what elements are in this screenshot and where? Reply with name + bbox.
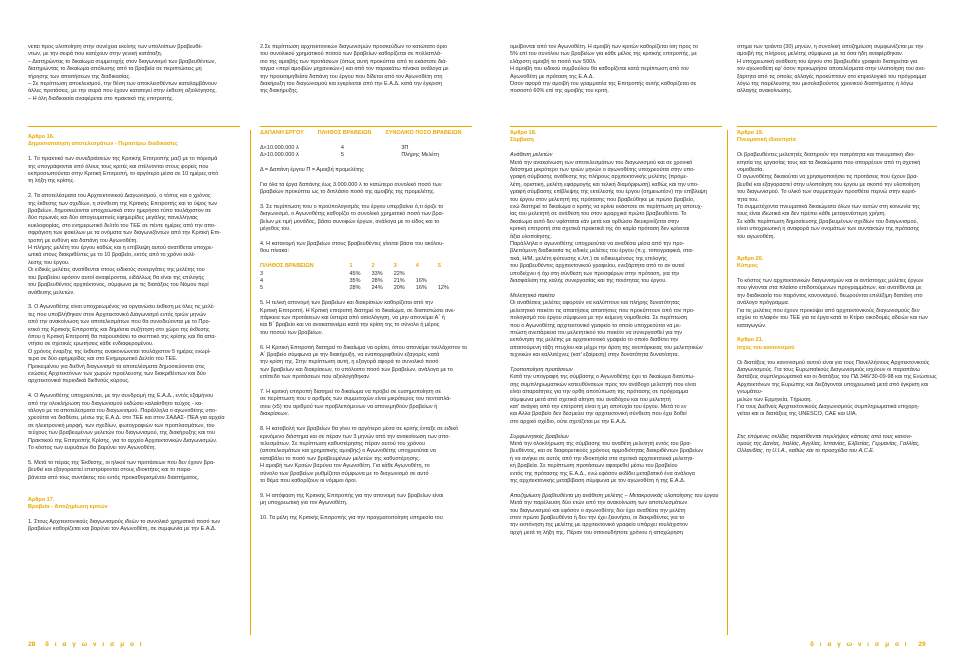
table2-cell: 28%	[371, 278, 383, 285]
text-line: κή βραβεία. Σε περίπτωση προτάσεων αφαιρεθεί μέσω του βραβείου	[510, 463, 678, 470]
text-line: τες που υποβλήθηκαν στον Αρχιτεκτονικό Διαγωνισμό εντός τριών μηνών	[28, 311, 206, 318]
table2-row	[260, 285, 460, 292]
text-line: Για τους Διεθνείς Αρχιτεκτονικούς Διαγωνισμούς συμπληρωματικά επιχορη-	[737, 403, 920, 410]
text-line: λεσης του έργου.	[28, 259, 70, 266]
text-line: 3. Ο Αγωνοθέτης είναι υποχρεωμένος να οργανώσει έκθεση με όλες τις μελέ-	[28, 304, 215, 311]
text-line: ή να ανήκει σε αυτός από την ιδιοκτησία στα σχετικά αρχιτεκτονικά μελετητι-	[510, 455, 695, 462]
text-line: και Αλλα βραβείο δεν δεσμεύει την αρχιτεκτονική σύνθεση που έχει δοθεί	[510, 411, 687, 418]
text-line: κατ' ανάγκη από την επιτροπή είναι η μη αποτυχία του έργου. Μετά το εν	[510, 403, 687, 410]
text-line: μέγεθος του.	[260, 226, 291, 233]
table2-cell: 22%	[393, 270, 405, 277]
text-line: σιο της αμοιβής των προτάσεων (όπως αυτή προκύπτει από το εκάστοτε διά-	[260, 58, 448, 65]
text-line: κτικό της Κριτικής Επιτροπής και δημόσια συζήτηση στο χώρο της έκθεσης	[28, 326, 210, 333]
text-line: της έκθεσης των σχεδίων, η σύνθεση της Κριτικής Επιτροπής και το ύψος των	[28, 200, 218, 207]
text-line: ενώσεις Αρχιτεκτόνων των χωρών προέλευσης των διακριθέντων και δύο	[28, 370, 206, 377]
footer-title-right: δ ι α γ ω ν ι σ μ ο ί	[810, 641, 909, 648]
article-16-p1	[28, 156, 240, 186]
table2-cell: 21%	[393, 278, 405, 285]
text-line: 4. Η κατανομή των βραβείων στους βραβευθέντες γίνεται βάσει του ακόλου-	[260, 241, 444, 248]
text-line: Παράλληλα ο αγωνοθέτης υποχρεούται να αναθέσει μέσα από την προ-	[510, 241, 685, 248]
text-line: στο αρχικό σχέδιο, ούτε σχετίζεται με την Ε.Α.Δ.	[510, 418, 627, 425]
text-line: βάνεται από τους συντάκτες του εντός προκαθορισμένου διαστήματος.	[28, 474, 200, 481]
text-line: δικαίωμα αυτό δεν υφίσταται εάν μετά και ορθώσει διευκρινίζεται στην	[510, 218, 679, 225]
text-line: Για τις μελέτες που έχουν προκύψει από αρχιτεκτονικούς διαγωνισμούς δεν	[737, 307, 920, 314]
text-line: διακήρυξη του διαγωνισμού και εγκρίνεται από την Ε.Α.Δ. κατά την έγκριση	[260, 81, 443, 88]
table2-header-cell: ΠΛΗΘΟΣ ΒΡΑΒΕΙΩΝ	[260, 263, 314, 270]
text-line: Α΄ βραβείο σύμφωνα με την διακήρυξη, να εναπορριφθούν εξαγορές κατά	[260, 352, 440, 359]
table2-cell: 16%	[415, 278, 427, 285]
subheading-agreements: Συμφωνητικές βραβείων	[510, 433, 569, 440]
col1-top	[28, 44, 240, 103]
text-line: σιου (x5) του αριθμού των προβλεπόμενων να απονεμηθούν βραβείων ή	[260, 403, 438, 410]
article-18-heading: Άρθρο 18.	[510, 130, 537, 136]
col2-c	[260, 241, 472, 256]
text-line: τεχνικών και καλλιτέχνες (κατ' εξαίρεση) στην δυνατότητα δυνατότητα.	[510, 352, 680, 359]
text-line: Η πλήρης μελέτη του έργου καθώς και η επιβλεψη αυτού ανατίθεται υποχρε-	[28, 245, 214, 252]
text-line: 8. Η καταβολή των βραβείων θα γίνει το αργότερο μέσα σε κριτής ένταξε σε ειδικό	[260, 426, 459, 433]
text-line: τελεσμάτων. Σε περίπτωση καθυστέρησης πέραν αυτού του χρόνου	[260, 440, 425, 447]
text-line: ξάρτητα από τις οποίες αλλαγές προκύπτουν στο κτιριολογικό του πρόγραμμα	[737, 73, 927, 80]
text-line: Στις επόμενες σελίδες παρατίθενται περιλήψεις κάποιες από τους κανονι-	[737, 433, 913, 440]
text-line: βλεπόμενη διαδικασία τις ειδικές μελέτες του έργου (π.χ. τοπογραφικά, στα-	[510, 248, 694, 255]
col2-a	[260, 182, 472, 197]
text-line: και Β΄ βραβείο και να ανακατανείμει κατά την κρίση της το σύνολο ή μέρος	[260, 322, 440, 329]
text-line: εντός της πρότασης της Ε.Α.Δ., ενώ εφόσον εκδίδει μεταβατικό ένα ανάλογα	[510, 470, 695, 477]
table1-cell: Πλήρης Μελέτη	[401, 152, 439, 159]
col2-top	[260, 44, 472, 96]
col3-top	[510, 44, 722, 96]
text-line: σμούς της Δανίας, Ιταλίας, Αγγλίας, Ισπανίας, Ελβετίας, Γερμανίας, Γαλλίας,	[737, 440, 920, 447]
text-line: το θέμα που καθορίζουν οι νόμιμοι όροι.	[260, 477, 358, 484]
text-line: αλλαγής ανακοίνωσης.	[737, 88, 793, 95]
text-line: που ο Αγωνοθέτης αρχιτεκτονικό γραφείο το οποίο υποχρεούται να με-	[510, 322, 682, 329]
text-line: απαιτούμενη τάξη πτυχίου και μέχρι την άρση της ανεπάρκειας του μελετητικών	[510, 344, 703, 351]
text-line: διασφάλιση της καλής συνεργασίας και της ποιότητας του έργου.	[510, 278, 667, 285]
text-line: κριτική επιτροπή στα σχετικά πρακτικά της ότι καμία πρόταση δεν κρίνεται	[510, 226, 690, 233]
text-line: Προκειμένου για διεθνή διαγωνισμό τα αποτελέσματα δημοσιεύονται στις	[28, 363, 205, 370]
text-line: τάλογο με τα αποτελέσματα του διαγωνισμού. Παράλληλα ο αγωνοθέτης υπο-	[28, 407, 217, 414]
col2-d	[260, 300, 472, 337]
text-line: μελών των Ερμηνεία, Τήρωση.	[737, 396, 812, 403]
col2-i	[260, 515, 472, 522]
table2-header-cell: 4	[415, 263, 419, 270]
text-line: όπου η Κριτική Επιτροπή θα παρουσιάσει το σκεπτικό της κρίσης και θα απα-	[28, 333, 217, 340]
column-separator	[727, 130, 728, 635]
text-line: βευθεί και εξαγοραστεί στην υλοποίηση του έργου με σκοπό την υλοποίηση	[737, 181, 920, 188]
text-line: τεύχους των βραβευμένων μελετών του διαγωνισμού, της διακήρυξης και του	[28, 430, 215, 437]
text-line: τητα του.	[737, 196, 759, 203]
text-line: σε περίπτωση που ο αριθμός των συμμετοχών είναι μικρότερος του πενταπλά-	[260, 396, 452, 403]
divider	[510, 126, 722, 127]
text-line: την διαδικασία του παρόντος κανονισμού, θεωρούνται επιλέξιμη δαπάνη στο	[737, 292, 923, 299]
text-line: – Η όλη διαδικασία αναφέρεται στο πρακτικό της επιτροπής.	[28, 95, 174, 102]
text-line: ανάλογο πρόγραμμα.	[737, 300, 790, 307]
text-line: Ο χρόνος έναρξης της έκθεσης ανακοινώνεται τουλάχιστον 5 ημέρες ενωρί-	[28, 348, 211, 355]
column-1-article16	[28, 134, 240, 534]
text-line: Ολλανδίας, τη U.I.A., καθώς και το προσχέδιο του A.C.E.	[737, 448, 875, 455]
text-line: 5% επί του συνόλου των βραβείων για κάθε μέλος της κριτικής επιτροπής, με	[510, 51, 698, 58]
table1-header	[260, 130, 472, 137]
footer-title-left: δ ι α γ ω ν ι σ μ ο ί	[45, 641, 144, 648]
divider	[28, 126, 240, 127]
text-line: θου πίνακα:	[260, 248, 289, 255]
table2-cell: 3	[260, 270, 264, 277]
col2-b	[260, 204, 472, 234]
text-line: ποσοστό 60% επί της αμοιβής του κριτή.	[510, 88, 609, 95]
text-line: Ο αγωνοθέτης δικαιούται να χρησιμοποιήσει τις προτάσεις που έχουν βρα-	[737, 174, 919, 181]
text-line: αμοιβή της πλήρους μελέτης σύμφωνα με τα όσα ήδη αναφέρθηκαν.	[737, 51, 904, 58]
text-line: βευθέντος, και σε διαφορετικούς χρόνους αρμοδιότητας διακριθέντων βραβείων	[510, 448, 704, 455]
text-line: ομείβονται από τον Αγωνοθέτη. Η αμοιβή των κριτών καθορίζεται ίση προς το	[510, 44, 698, 50]
text-line: καταβάλει το ποσό των βραβευμένων μελετών της καθυστέρησης.	[260, 455, 421, 462]
text-line: την εκπόνηση της μελέτης με αρχιτεκτονικό γραφείο υπάρχει τουλάχιστον	[510, 522, 688, 529]
text-line: ωτικά στους διακριθέντες με το 10 βραβείο, εκτός από το χρόνο εκλέ-	[28, 252, 196, 259]
table1-row	[260, 145, 472, 152]
column-3	[510, 44, 722, 96]
text-line: 5. Η τελική απονομή των βραβείων και διακρίσεων καθορίζεται από την	[260, 300, 433, 307]
subheading-assignment: Ανάθεση μελετών	[510, 152, 553, 159]
table1-cell: Δ<10.000.000 λ	[260, 144, 299, 151]
page-number-left: 28	[28, 641, 36, 648]
column-separator	[250, 130, 251, 635]
text-line: διατηρώντας το δικαίωμα απόλυσης από τα βραβεία σε περιπτώσεις μη	[28, 66, 202, 73]
text-line: 7. Η κριτική επιτροπή διατηρεί το δικαίωμα να προβεί σε ευσημοποίηση σε	[260, 389, 441, 396]
article-16-p3	[28, 304, 240, 385]
text-line: Για όλα τα έργα δαπάνης έως 3.000.000 λ το κατώτερο συνολικό ποσό των	[260, 181, 442, 188]
text-line: της αρχιτεκτονικής μεταβίβαση σύμφωνα με τον αγωνοθέτη ή της Ε.Α.Δ.	[510, 478, 686, 485]
article-16-title: Δημοσιοποίηση αποτελεσμάτων - Περαιτέρω διαδικασίες	[28, 141, 178, 148]
text-line: διαγωνισμό, ο Αγωνοθέτης καθορίζει το συνολικό χρηματικό ποσό των βρα-	[260, 211, 444, 218]
column-2	[260, 44, 472, 96]
text-line: του διαγωνισμού. Το υλικό των συμμετοχών προσθέτει περνώ στην κυριό-	[737, 189, 917, 196]
text-line: 2. Τα αποτελέσματα του Αρχιτεκτονικού Διαγωνισμού, ο τόπος και ο χρόνος	[28, 193, 211, 200]
text-line: υποδείχνει ή όχι στη σύνθεση των προσφέρων στην πρόταση, για την	[510, 270, 680, 277]
column-4	[737, 44, 937, 96]
article-16-p5	[28, 460, 240, 482]
text-line: Μετά την ολοκλήρωση της σύμβασης του αναθέτη μελετητή εντός του βρα-	[510, 441, 692, 447]
text-line: από την ανακοίνωση των αποτελεσμάτων που θα συνοδεύονται με το Προ-	[28, 319, 211, 326]
text-line: 1. Το πρακτικό των συνεδριάσεων της Κριτικής Επιτροπής μαζί με το πόρισμά	[28, 156, 218, 163]
table1-legend: Δ = Δαπάνη έργου Π = Αμοιβή προμελέτης	[260, 167, 364, 173]
table2-cell: 4	[260, 278, 264, 285]
text-line: 3. Σε περίπτωση που ο προϋπολογισμός του έργου υπερβαίνει ό,τι όριζε το	[260, 204, 444, 210]
col3-s3	[510, 374, 722, 426]
text-line: κτησία της εργασίας τους και τα δικαιώματα που απορρέουν από τη σχετική	[737, 159, 921, 166]
text-line: 6. Η Κριτική Επιτροπή διατηρεί το δικαίωμα να ορίσει, όπου απονείμει τουλάχιστον το	[260, 344, 468, 351]
text-line: Οι διατάξεις του κανονισμού αυτού είναι για τους Πανελλήνιους Αρχιτεκτονικούς	[737, 359, 930, 366]
subheading-compensation: Αποζημίωση βραβευθέντα μη ανάθεση μελέτης – Μετακρονικάς υλοποίησης του έργου	[510, 492, 719, 499]
text-line: Σε κάθε περίπτωση δημοσίευσης βραβευμένων σχεδίων του διαγωνισμού,	[737, 218, 919, 225]
text-line: στον πρώτο βραβευθέντα ή δεν την έχει ξεκινήσει, οι διακριθέντες για το	[510, 515, 685, 522]
column-2-tables	[260, 130, 472, 522]
text-line: σε ηλεκτρονική μορφή, των σχεδίων, φωτογραφιών των προπλασμάτων, του	[28, 422, 215, 429]
table2-header-cell: 2	[371, 263, 375, 270]
article-16-heading: Άρθρο 16.	[28, 134, 55, 140]
text-line: είναι υποχρεωτική η αναφορά των ονομάτων των συντακτών της πρότασης	[737, 226, 920, 233]
article-21-text	[737, 360, 937, 419]
text-line: βραβείων, δημοσιεύονται υποχρεωτικά στον ημερήσιο τύπο τουλάχιστον σε	[28, 208, 211, 215]
text-line: τροπή με ευθύνη και δαπάνη του Αγωνοθέτη.	[28, 237, 138, 244]
text-line: Οι ειδικές μελέτες ανατίθενται στους ειδικούς συνεργάτες της μελέτης του	[28, 267, 205, 274]
table2-cell: 45%	[349, 270, 361, 277]
article-17-heading: Άρθρο 17.	[28, 496, 55, 503]
column-1	[28, 44, 240, 103]
text-line: ίας του μελετητή σε ανάθεση του στον ιεραρχικά πρώτο βραβευθέντα. Το	[510, 211, 687, 218]
text-line: κυκλοφορίας, στο ενημερωτικό δελτίο του ΤΕΕ σε πέντε ημέρες από την απο-	[28, 222, 216, 229]
text-line: Η αμοιβή του ειδικού συμβούλου θα καθορίζεται κατά περίπτωση από τον	[510, 66, 689, 73]
table2-cell: 35%	[349, 278, 361, 285]
footer-left	[28, 641, 144, 648]
text-line: του βραβείου εφόσον αυτοί αναφέρονται, ειδάλλως θα είναι της επιλογής	[28, 274, 205, 281]
text-line: βευθεί και εξαγοραστεί επιστρέφονται στους ιδιοκτήτες και το παρα-	[28, 467, 192, 474]
text-line: Κριτική Επιτροπή. Η Κριτική επιτροπή διατηρεί το δικαίωμα, σε διαπιστώσει ανε-	[260, 307, 456, 314]
text-line: – Σε περίπτωση αποκλεισμού, την θέση των αποκλεισθέντων καταλαμβάνουν	[28, 81, 217, 88]
table2-cell	[416, 271, 438, 278]
subheading-modification: Τροποποίηση προτάσεων	[510, 366, 573, 373]
text-line: τη λήξη της κρίσης.	[28, 178, 75, 185]
text-line: νομοθεσία.	[737, 167, 764, 174]
article-18-title: Σύμβαση	[510, 137, 534, 144]
article-20-title: Κύπρος	[737, 263, 759, 270]
text-line: διακρίσεων.	[260, 411, 289, 418]
text-line: βείων με τιμή μονάδος, βάσει συνοφών έργων, ανάλογα με το είδος και το	[260, 218, 440, 225]
text-line: κρινόμενο διάστημα και σε πέραν των 3 μηνών από την ανακοίνωση των απο-	[260, 433, 451, 440]
table2-header-cell: 1	[349, 263, 353, 270]
table2-cell: 16%	[415, 285, 427, 292]
text-line: εκπροσωπούνται στην Κριτική Επιτροπή, το αργότερο μέσα σε 10 ημέρες από	[28, 171, 219, 178]
text-line: – Διατηρώντας το δικαίωμα συμμετοχής στον διαγωνισμό των βραβευθέντων,	[28, 58, 216, 65]
table2-row	[260, 271, 460, 278]
text-line: σύμφωνα μετά από σχετικά αίτηση του αναδόχου και του μελετητή	[510, 396, 671, 403]
article-17-p1	[28, 519, 240, 534]
text-line: γραφή σύμβασης επίβλεψης της εκτέλεσής του έργου (σημειωτέον) την επίβλεψη	[510, 189, 707, 196]
text-line: άλλες προτάσεις, με την σειρά που έχουν κατατεγεί στην έκθεση αξιολόγησης.	[28, 88, 217, 95]
article-20-heading: Άρθρο 20.	[737, 255, 764, 262]
table2-cell: 24%	[371, 285, 383, 292]
text-line: την προεκτιμηθείσα δαπάνη του έργου που δίδεται από τον Αγωνοθέτη στη	[260, 73, 443, 80]
table2-cell: 12%	[437, 285, 449, 292]
text-line: πολογισμό του έργου σύμφωνα με την κείμενη νομοθεσία. Σε περίπτωση	[510, 315, 688, 322]
table2-cell	[438, 278, 460, 285]
text-line: τον αγωνοθέτη εφ' όσον προκωρήσει αποτελέσματα στην υλοποίηση του ανε-	[737, 66, 926, 73]
text-line: Αγωνοθέτη με πρόταση της Ε.Α.Δ.	[510, 73, 595, 80]
text-line: Μετά την παρέλευση δύο ετών από την ανακοίνωση των αποτελεσμάτων	[510, 500, 688, 507]
text-line: γείται και οι διατάξεις της UNESCO, CAE και UIA.	[737, 411, 858, 418]
table2-cell: 20%	[393, 285, 405, 292]
text-line: (αποτελεσμάτων και χρηματικής αμοιβής) ο Αγωνοθέτης υποχρεούται να	[260, 448, 436, 455]
text-line: αρχή μετά τη λήξη της. Πέραν του οποιουδήποτε χρόνου ή αποχώρηση	[510, 529, 683, 536]
col2-h	[260, 493, 472, 508]
text-line: σφράγιση των φακέλων με τα ονόματα των διαγωνιζόντων από την Κριτική Επι-	[28, 230, 222, 237]
table1-row	[260, 152, 472, 159]
text-line: βραβείων προκύπτει ως το διπλάσιο ποσό της αμοιβής της προμελέτης.	[260, 189, 435, 196]
text-line: 4. Ο Αγωνοθέτης υποχρεούται, με την συνδρομή της Ε.Α.Δ., εντός εξαμήνου	[28, 393, 214, 400]
text-line: ταγμα «περί αμοιβών μηχανικών») και από τον παρακάτω πίνακα ανάλογα με	[260, 66, 449, 73]
text-line: ενώ διατηρεί το δικαίωμα ο κριτής να κρίνει εκάστοτε σε περίπτωση μη αποτυχ-	[510, 204, 703, 211]
table1-header-cell: ΣΥΝΟΛΙΚΟ ΠΟΣΟ ΒΡΑΒΕΙΩΝ	[385, 130, 462, 136]
text-line: είναι απαραίτητες για την ορθή αποτύπωση της πρότασης σε πρόγραμμα	[510, 389, 689, 396]
article-21-title: Ισχύς του κανονισμού	[737, 344, 795, 351]
divider	[260, 126, 472, 127]
text-line: του συνολικού χρηματικού ποσού των βραβείων καθορίζεται σε πολλαπλά-	[260, 51, 442, 58]
text-line: Τα συμμετέχοντα πνευματικά δικαιώματα όλων των αυτών στη κοινωνία της	[737, 204, 921, 211]
text-line: εκπόνηση της μελέτης με αρχιτεκτονικό γραφείο το οποίο διαθέτει την	[510, 337, 679, 344]
table2-cell: 28%	[349, 285, 361, 292]
text-line: του βραβευθέντος αρχιτεκτονικού γραφείου, ενεξάρτητα από το αν αυτοί	[510, 263, 685, 270]
text-line: την κρίση της. Στην περίπτωση αυτή, η εξαγορά αφορά το συνολικό ποσό	[260, 359, 439, 366]
text-line: τήρησης των απαιτήσεων της διαδικασίας.	[28, 73, 131, 80]
text-line: σύνολο των βραβείων ρυθμίζεται σύμφωνα με το διαγωνισμό σε αυτό	[260, 470, 429, 477]
text-line: τους είναι ιδιωτικά και δεν πρέπει κάθε μεταγενέστερη χρήση.	[737, 211, 886, 218]
text-line: των βραβείων και διακρίσεων, το υπόλοιπο ποσό των βραβείων, ανάλογα με το	[260, 366, 453, 373]
table2-header-cell: 5	[437, 263, 441, 270]
text-line: μη υποχρεωτική για τον Αγωνοθέτη.	[260, 500, 348, 507]
page-number-right: 29	[918, 641, 926, 648]
col3-s4	[510, 441, 722, 485]
text-line: χρεούται να διαθέσει, μέσω της Ε.Α.Δ. στο ΤΕΕ και στον ΣΑΔΑΣ- ΠΕΑ για αρχεία	[28, 415, 225, 422]
table1-header-cell: ΠΛΗΘΟΣ ΒΡΑΒΕΙΩΝ	[317, 130, 372, 136]
text-line: Το κόστος των ευρυάτων θα βαρύνει τον Αγωνοθέτη.	[28, 445, 156, 451]
article-20-text	[737, 278, 937, 330]
text-line: του ποσού των βραβείων.	[260, 329, 324, 336]
text-line: Κατά την υπογραφή της σύμβασης ο Αγωνοθέτης έχει το δικαίωμα διατύπω-	[510, 374, 695, 381]
text-line: Πρακτικού της Επιτροπής Κρίσης, για το αρχείο Αρχιτεκτονικών Διαγωνισμών.	[28, 437, 218, 444]
text-line: του έργου στον μελετητή της πρότασης που βραβεύθηκε με πρώτο βραβείο,	[510, 196, 695, 203]
col3-s5	[510, 500, 722, 537]
text-line: διάστημα μικρότερο των τριών μηνών ο αγωνοθέτης υποχρεούται στην υπο-	[510, 167, 696, 174]
text-line: λέτη, οριστική, μελέτη εφαρμογής και τελική διαμόρφωση) καθώς και την υπο-	[510, 181, 699, 188]
text-line: καταγωγών.	[737, 322, 767, 329]
text-line: Όσον αφορά την αμοιβή του γραμματέα της Επιτροπής αυτής καθορίζεται σε	[510, 81, 697, 88]
text-line: τικά, Η/Μ, μελέτη φύτευσης κ.λπ.) σε ειδικευμένους της επιλογής	[510, 255, 667, 262]
text-line: από την ολοκλήρωση του διαγωνισμού εκδώσει καλαίσθητο τεύχος - κα-	[28, 400, 203, 407]
text-line: ανάθεσης μελετών.	[28, 289, 75, 296]
text-line: άξια υλοποίησης.	[510, 233, 552, 240]
text-line: δύο πρωινές και δύο απογευματινές εφημερίδες μεγάλης πανελλήνιας	[28, 215, 198, 222]
table1-cell: Δ>10.000.000 λ	[260, 152, 299, 159]
text-line: 9. Η απόφαση της Κριτικής Επιτροπής για την απονομή των βραβείων είναι	[260, 492, 444, 499]
text-line: αρχιτεκτονικά περιοδικά διεθνούς κύρους.	[28, 378, 130, 385]
article-19-text	[737, 152, 937, 241]
text-line: πτώση ανεπάρκεια του μελετητικού του πακέτο να συνεργασθεί για την	[510, 329, 683, 336]
col2-g	[260, 426, 472, 485]
divider	[737, 126, 937, 127]
footer-right	[810, 641, 926, 648]
text-line: Μετά την ανακοίνωση των αποτελεσμάτων του διαγωνισμού και σε χρονικό	[510, 159, 693, 166]
text-line: Οι αναθέσεις μελέτες αφορούν να καλύπτουν και πλήρης δυνατότητας	[510, 300, 680, 307]
article-19-heading: Άρθρο 19.	[737, 130, 764, 136]
subheading-package: Μελετητικό πακέτο	[510, 292, 555, 299]
text-line: της διακήρυξης.	[260, 88, 299, 95]
table2-row	[260, 278, 460, 285]
text-line: 2.Σε περίπτωση αρχιτεκτονικών διαγωνισμών προσκεύδων το κατώτατο όριο	[260, 44, 448, 50]
text-line: 10. Τα μέλη της Κριτικής Επιτροπής για την πραγματοποίηση υπηρεσία του	[260, 514, 443, 521]
table2-cell: 33%	[371, 270, 383, 277]
text-line: ντήσει σε σχετικές ερωτήσεις κάθε ενδιαφερομένου.	[28, 341, 154, 348]
text-line: επίπεδο των προτάσεων που αξιολογήθηκαν.	[260, 374, 371, 381]
col3-s1	[510, 160, 722, 286]
text-line: σης συμπληρωματικών κατευθύνσεων προς τον ανάδοχο μελετητή που είναι	[510, 381, 696, 388]
table2-header-row	[260, 263, 460, 270]
text-line: μελετητικό πακέτο τις απαιτήσεις απαιτήσεις που προκύπτουν από τον προ-	[510, 307, 695, 314]
article-17-title: Βραβεία - Αποζημίωση κριτών	[28, 504, 108, 511]
article-21-heading: Άρθρο 21.	[737, 337, 764, 344]
text-line: Η υποχρεωτική ανάθεση του έργου στο βραβευθέν γραφείο διατηρείται για	[737, 58, 918, 65]
col3-s2	[510, 300, 722, 359]
text-line: Οι βραβευθέντες μελετητές διατηρούν την πατρότητα και πνευματική ιδιο-	[737, 152, 916, 159]
text-line: ισχύει το πλαφόν του ΤΕΕ για τα έργα κατά το Κτίριο οικοδομές αδειών και των	[737, 315, 928, 322]
table1-header-cell: ΔΑΠΑΝΗ ΕΡΓΟΥ	[260, 130, 304, 136]
table1	[260, 145, 472, 160]
table2	[260, 263, 460, 293]
table1-cell: 5	[340, 152, 344, 159]
text-line: στημα των τριάντα (30) μηνών, η συνολική αποζημίωση συμφωνίζεται με την	[737, 44, 924, 50]
text-line: 1. Στους Αρχιτεκτονικούς διαγωνισμούς ιδεών το συνολικό χρηματικό ποσό των	[28, 519, 221, 525]
text-line: Η αμοιβή των Κριτών βαρύνει τον Αγωνοθέτη. Για κάθε Αγωνοθέτη, το	[260, 463, 430, 470]
article-16-p4	[28, 393, 240, 452]
column-4-articles	[737, 130, 937, 456]
article-19-title: Πνευματική ιδιοκτησία	[737, 137, 796, 144]
table2-cell: 5	[260, 285, 264, 292]
text-line: της υπογράφονται από όλους τους κριτές και στέλνονται στους φορείς που	[28, 163, 209, 170]
table1-cell: 3Π	[401, 144, 409, 151]
table2-cell	[438, 271, 460, 278]
article-16-p2	[28, 193, 240, 297]
text-line: του αγωνοθέτη.	[737, 233, 775, 240]
text-line: τερα σε δύο εφημερίδες και στο Ενημερωτικό Δελτίο του ΤΕΕ.	[28, 356, 178, 363]
col4-top	[737, 44, 937, 96]
text-line: Διαγωνισμούς. Για τους Ευρωπαϊκούς Διαγωνισμούς ισχύουν οι παραπάνω	[737, 366, 920, 373]
text-line: Αρχιτεκτόνων της Ευρώπης και διεξάγονται υποχρεωτικά μετά από έγκριση και γνωμάτευ-	[737, 381, 929, 396]
text-line: βραβείων καθορίζεται και βαρύνει τον Αγωνοθέτη, σε συμφωνία με την Ε.Α.Δ.	[28, 526, 217, 533]
table2-header-cell: 3	[393, 263, 397, 270]
col2-e	[260, 345, 472, 382]
text-line: γραφή σύμβασης ανάθεσης της πλήρους αρχιτεκτονικής μελέτης (προμε-	[510, 174, 688, 181]
table1-cell: 4	[340, 144, 344, 151]
text-line: ελάχιστη αμοιβή το ποσό των 500λ.	[510, 58, 597, 65]
closing-note	[737, 434, 937, 456]
column-3-article18	[510, 130, 722, 537]
text-line: 5. Μετά το πέρας της Έκθεσης, οι ηλικοί των προτάσεων που δεν έχουν βρα-	[28, 459, 215, 466]
col2-f	[260, 389, 472, 419]
text-line: του διαγωνισμού και εφόσον ο αγωνοθέτης δεν έχει αναθέσει την μελέτη	[510, 507, 686, 514]
text-line: ντων, με την σειρά που κατέχουν στην γενική κατάταξη.	[28, 51, 163, 58]
text-line: πάρκεια των προτάσεων και ύστερα από αιτιολόγηση, να μην απονείμει Α΄ ή	[260, 315, 445, 322]
text-line: διατάξεις συμπληρωματικά και οι διατάξεις του ΠΔ 346/'30-09-98 και της Ενώσεως	[737, 374, 937, 381]
text-line: του βραβευθέντος αρχιτέκτονος, σύμφωνα με τις διατάξεις του Νόμου περί	[28, 282, 209, 289]
text-line: που γίνονται στα πλαίσιο επιδοτούμενων προγραμμάτων, και ανατίθενται με	[737, 285, 922, 292]
text-line: Το κόστος των αρχιτεκτονικών διαγωνισμών και οι αντίστοιχες μελέτες έργων	[737, 278, 924, 285]
text-line: νεται προς υλοποίηση στην συνέχεια εκείνης των υπολοίπων βραβευθέ-	[28, 44, 203, 50]
text-line: λόγω της παρέλευσης του μεσολαβούντος χρονικού διαστήματος ή λόγω	[737, 81, 914, 88]
